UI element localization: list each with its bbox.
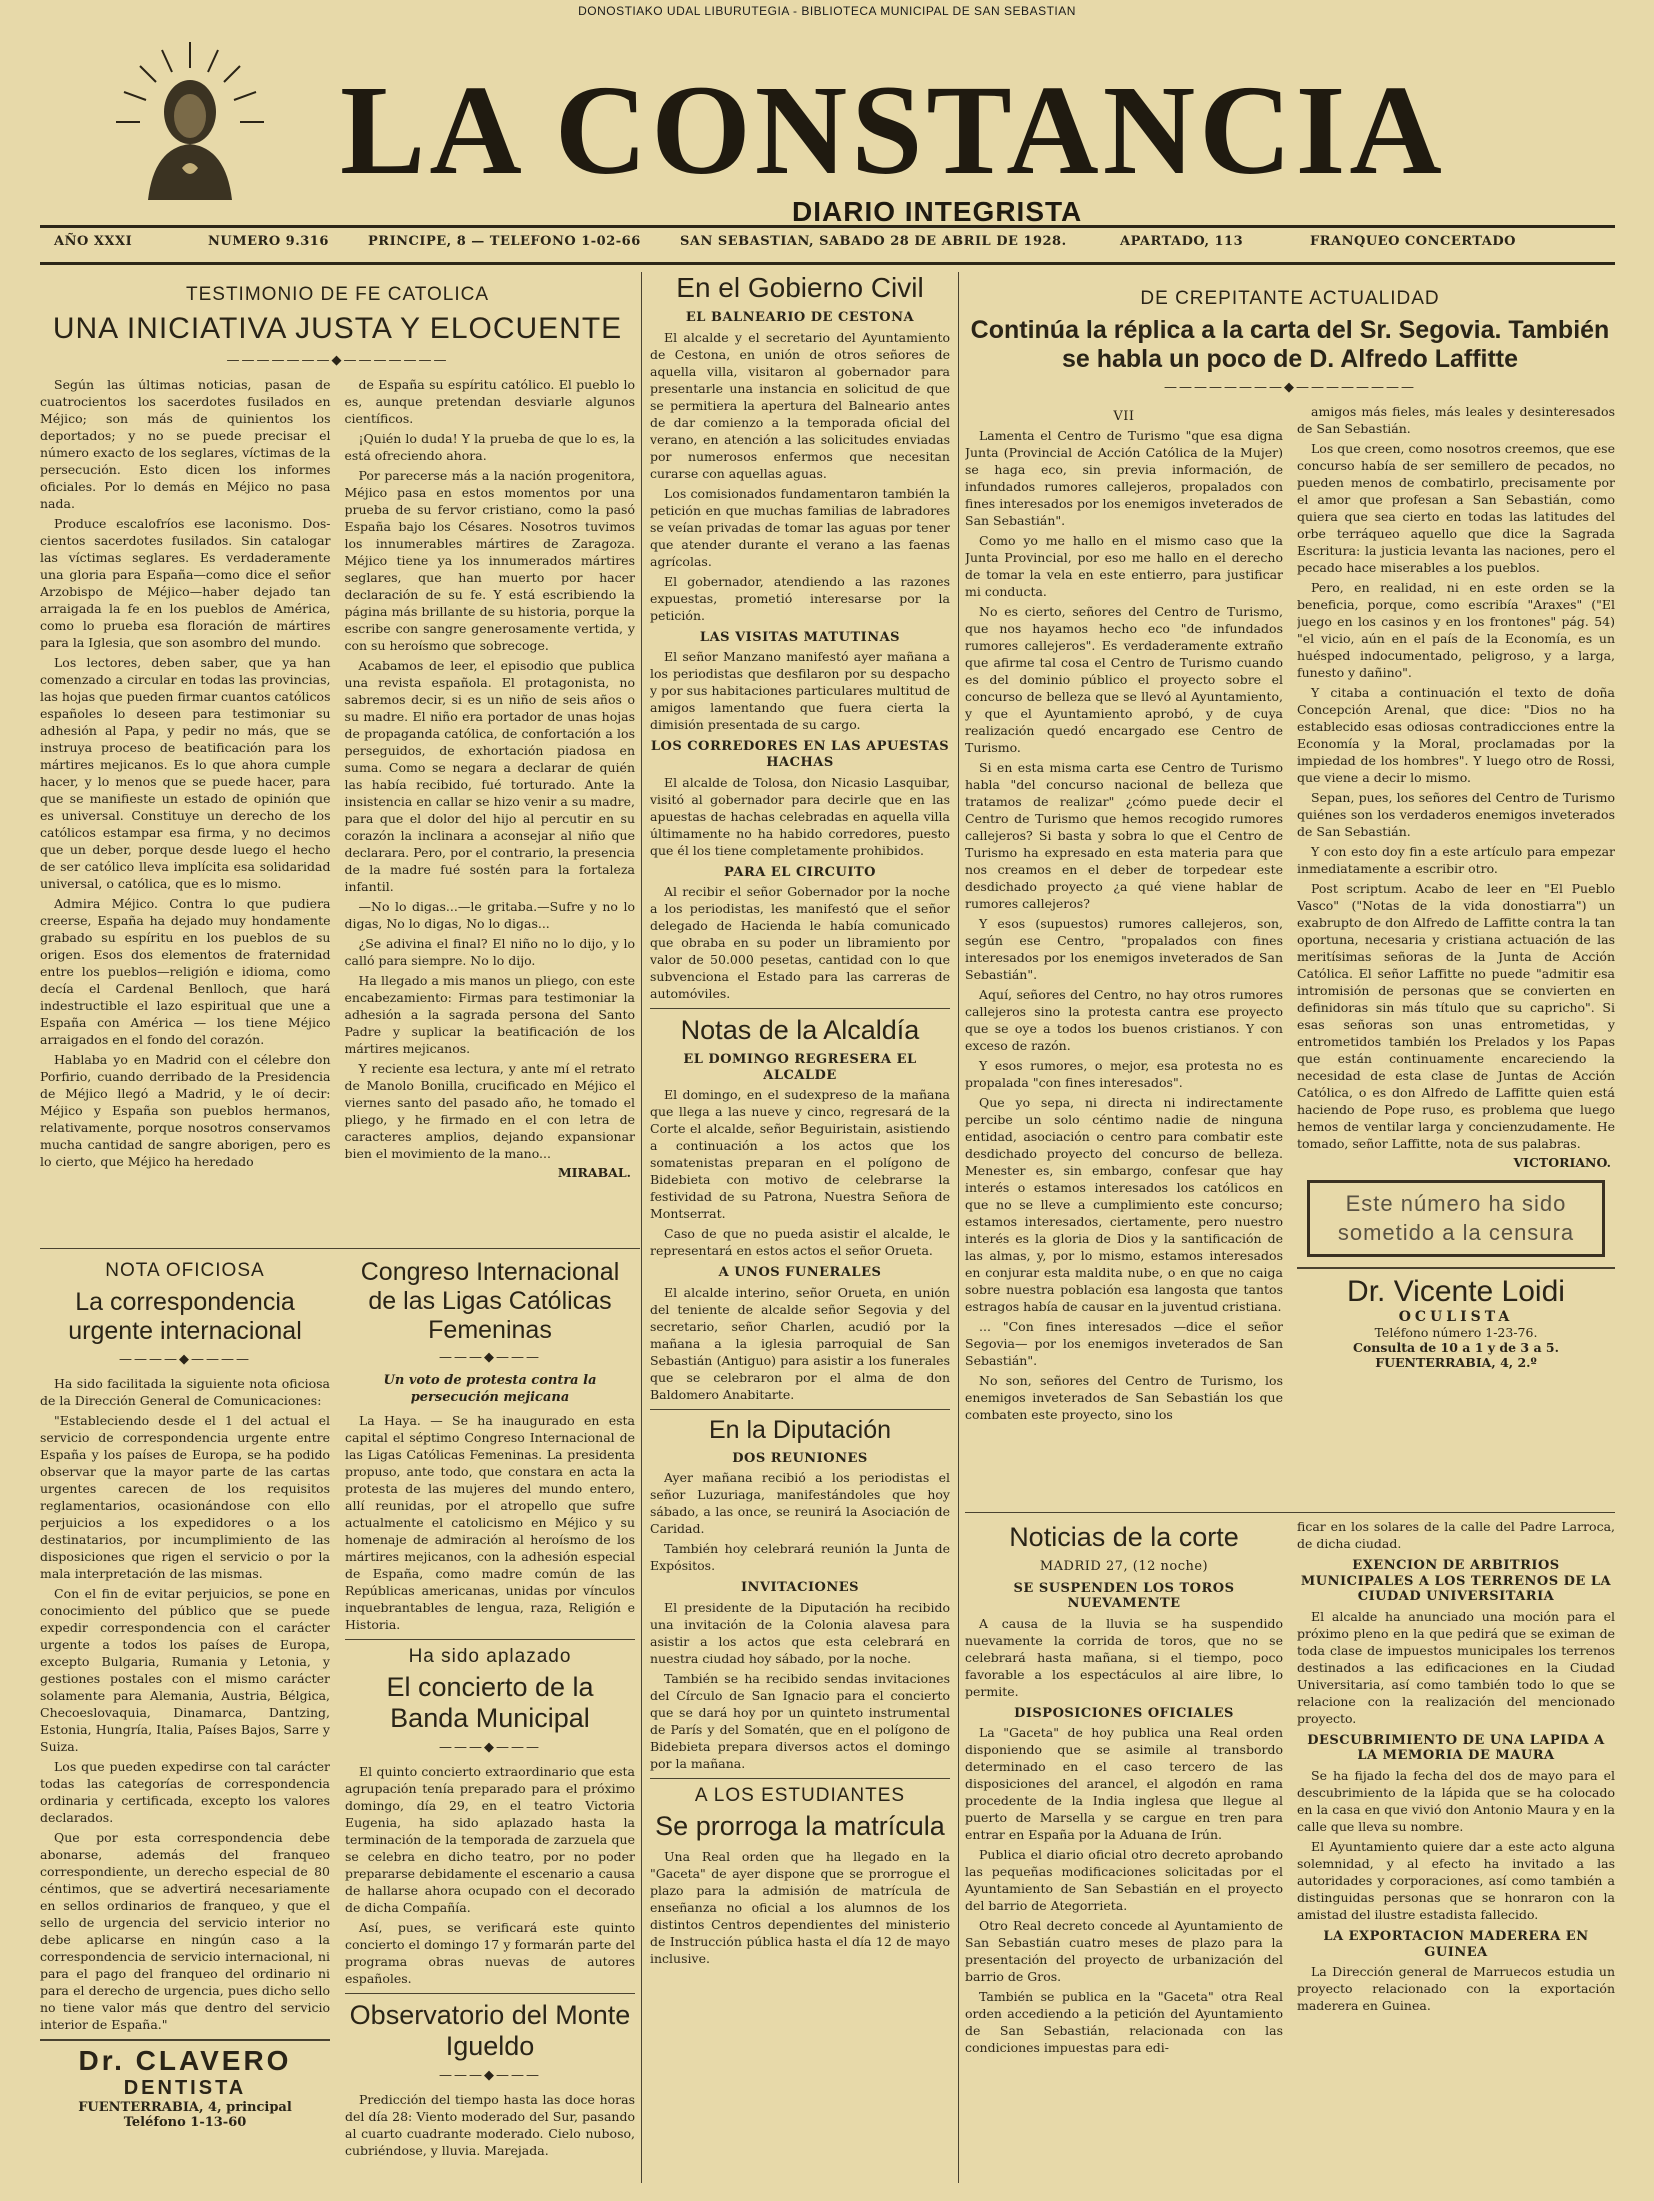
paragraph: El alcalde de Tolosa, don Nicasio Lasquibar, visitó al gobernador para decirle que en las apuestas de hachas celebradas en aquella villa últimamente no ha habido corredores, puesto que él los tiene completamente prohibidos. [650, 774, 950, 858]
paragraph: El señor Manzano manifestó ayer mañana a los periodistas que desfilaron por su despacho y por sus habitaciones particulares multitud de amigos lamentando que fuera cierta la dimisión presentada de su cargo. [650, 649, 950, 733]
section-rule [345, 1639, 635, 1640]
article-body-left [965, 427, 1283, 1423]
paragraph: ¡Quién lo duda! Y la prueba de que lo es, la está ofreciendo ahora. [344, 430, 635, 463]
ad-title: OCULISTA [1398, 1308, 1514, 1325]
ad-hours: Consulta de 10 a 1 y de 3 a 5. [1353, 1339, 1559, 1355]
paragraph: Aquí, señores del Centro, no hay otros rumores callejeros sino la protesta cantra ese proyecto que se oye a todos los buenos cristianos. Y con exceso de razón. [965, 987, 1283, 1054]
article-headline: UNA INICIATIVA JUSTA Y ELOCUENTE [52, 312, 623, 345]
estudiantes-body [650, 1848, 950, 1967]
paragraph: Con el fin de evitar perjuicios, se pone en conocimiento del público que se puede expedir correspondencia con el carácter urgente a todos los países de Europa, excepto Bulgaria, Rumania y Letonia, y gestiones postales con el mismo carácter solamente para Alemania, Austria, Bélgica, Checoeslovaquia, Dinamarca, Dantzing, Estonia, Hungría, Italia, Países Bajos, Sarre y Suiza. [40, 1585, 330, 1754]
paragraph: La Dirección general de Marruecos estudia un proyecto relacionado con la exportación maderera en Guinea. [1297, 1964, 1615, 2014]
section-subhead: SE SUSPENDEN LOS TOROS NUEVAMENTE [1013, 1580, 1235, 1612]
paragraph: Y reciente esa lectura, y ante mí el retrato de Manolo Bonilla, crucificado en Méjico el viernes santo del pasado año, he tomado el pliego, y he firmado en el con letra de caracteres amplios, dejando expansionar bien el movimiento de la mano... [344, 1060, 635, 1161]
paragraph: Como yo me hallo en el mismo caso que la Junta Provincial, por eso me hallo en el derecho de tomar la vela en este entierro, para justificar mi conducta. [965, 533, 1283, 600]
paragraph: El gobernador, atendiendo a las razones expuestas, prometió interesarse por la petición. [650, 573, 950, 623]
article-kicker: TESTIMONIO DE FE CATOLICA [186, 284, 489, 305]
paragraph: El Ayuntamiento quiere dar a este acto alguna solemnidad, y al efecto ha invitado a las autoridades y corporaciones, así como también a distinguidas personas que se honraron con la amistad del ilustre estadista fallecido. [1297, 1838, 1615, 1922]
article-body-left [965, 1581, 1283, 2057]
newspaper-title: LA CONSTANCIA [340, 59, 1446, 201]
paragraph: El alcalde y el secretario del Ayuntamiento de Cestona, en unión de otros señores de aquella villa, visitaron al gobernador para presentarle una instancia en solicitud de que se permitiera la apertura del Balneario antes de dar comienzo a la temporada oficial del verano, en atención a las solicitudes enviadas por numerosos enfermos que necesitan curarse con aquellas aguas. [650, 329, 950, 481]
column-rule [958, 272, 959, 2183]
paragraph: Al recibir el señor Gobernador por la noche a los periodistas, les manifestó que el señor delegado de Hacienda le había comunicado que obraba en su poder un libramiento por valor de 50.000 pesetas, cantidad con lo que subvenciona el Estado para las carreras de automóviles. [650, 884, 950, 1002]
concierto-body [345, 1763, 635, 1987]
paragraph: Y esos (supuestos) rumores callejeros, son, según ese Centro, "propalados con fines interesados por los enemigos inveterados de San Sebastián". [965, 916, 1283, 983]
article-body [40, 1375, 330, 2033]
section-rule [650, 1409, 950, 1410]
newspaper-subtitle: DIARIO INTEGRISTA [792, 196, 1083, 227]
section-subhead: EL BALNEARIO DE CESTONA [685, 310, 915, 326]
postage-note: FRANQUEO CONCERTADO [1310, 234, 1516, 249]
paragraph: El quinto concierto extraordinario que esta agrupación tenía preparado para el próximo domingo, día 29, en el teatro Victoria Eugenia, ha sido aplazado hasta la terminación de la temporada de zarzuela que se celebra en dicho teatro, por no poder prepararse debidamente el escenario a causa de hallarse ahora ocupado con el decorado de dicha Compañía. [345, 1763, 635, 1915]
paragraph: Los que creen, como nosotros creemos, que ese concurso había de ser semillero de pecados, no pueden menos de combatirlo, precisamente por el amor que profesan a San Sebastián, como quiera que sea cierto en todas las latitudes del orbe terráqueo aquello que dice la Sagrada Escritura: la justicia levanta las naciones, pero el pecado hace miserables a los pueblos. [1297, 440, 1615, 575]
section-subhead: EL DOMINGO REGRESERA EL ALCALDE [683, 1052, 917, 1083]
paragraph: Que por esta correspondencia debe abonarse, además del franqueo correspondiente, un derecho especial de 80 céntimos, que se advertirá necesariamente en sellos ordinarios de franqueo, y que el sello de urgencia del servicio interior no debe aplicarse en ningún caso a la correspondencia de servicio internacional, ni para el pago del franqueo del ordinario ni para el derecho de urgencia, pues dicho sello no tiene valor más que dentro del servicio interior de España." [40, 1829, 330, 2032]
gobierno-body [650, 310, 950, 1002]
paragraph: El presidente de la Diputación ha recibido una invitación de la Colonia alavesa para asistir a los actos que esta celebrará en nuestra ciudad hoy sábado, por la noche. [650, 1599, 950, 1666]
column-2-lower [345, 1256, 635, 2186]
observatorio-body [345, 2091, 635, 2159]
article-body-right [1297, 403, 1615, 1152]
paragraph: Los comisionados fundamentaron también la petición en que muchas familias de labradores se veían privadas de tomar las aguas por tener que atender durante el verano a las faenas agrícolas. [650, 485, 950, 569]
diputacion-body [650, 1451, 950, 1772]
issue-year: AÑO XXXI [54, 234, 133, 249]
paragraph: Los que pueden expedirse con tal carácter todas las categorías de correspondencia ordinaria y certificada, excepto los valores declarados. [40, 1758, 330, 1825]
paragraph: También hoy celebrará reunión la Junta de Expósitos. [650, 1541, 950, 1574]
section-subhead: DISPOSICIONES OFICIALES [1014, 1705, 1234, 1721]
ad-loidi [1297, 1267, 1615, 1370]
section-subhead: A UNOS FUNERALES [718, 1265, 882, 1281]
estudiantes-headline: Se prorroga la matrícula [655, 1810, 945, 1841]
sacred-heart-emblem-icon [110, 40, 270, 200]
paragraph: Se ha fijado la fecha del dos de mayo para el descubrimiento de la lápida que se ha colocado en la casa en que vivió don Antonio Maura y en la calle que lleva su nombre. [1297, 1767, 1615, 1834]
masthead [40, 30, 1620, 230]
ad-name: Dr. CLAVERO [78, 2044, 292, 2076]
po-box: APARTADO, 113 [1120, 234, 1244, 249]
paragraph: Y con esto doy fin a este artículo para empezar inmediatamente a escribir otro. [1297, 843, 1615, 876]
column-rule [641, 272, 642, 2183]
paragraph: El alcalde interino, señor Orueta, en unión del teniente de alcalde señor Segovia y del secretario, señor Charlen, acudió por la mañana a la iglesia parroquial de San Sebastián (Antiguo) para asistir a los funerales que se celebraron por el alma de don Baldomero Anabitarte. [650, 1284, 950, 1402]
issue-dateline: SAN SEBASTIAN, SABADO 28 DE ABRIL DE 1928. [680, 234, 1067, 249]
paragraph: Que yo sepa, ni directa ni indirectamente percibe un solo céntimo nadie de ninguna entidad, asociación o centro para combatir este desdichado proyecto del concurso de belleza. Menester es, sin embargo, confesar que hay interés o estamos interesados los católicos en que no se lleve a cumplimiento este concurso; estamos interesados, ciertamente, pero nuestro interés es la gloria de Dios y la santificación de las almas, y, por lo mismo, estamos interesados en conjurar esta maldita nube, o en que no caiga sobre nuestra población esa langosta que tantos estragos había de causar en la juventud cristiana. [965, 1095, 1283, 1315]
ad-title: DENTISTA [123, 2076, 247, 2099]
paragraph: ... "Con fines interesados —dice el señor Segovia— por los enemigos inveterados de San Sebastián". [965, 1319, 1283, 1369]
paragraph: También se ha recibido sendas invitaciones del Círculo de San Ignacio para el concierto que se dará hoy por un quinteto instrumental de París y del Somatén, que en el polígono de Bidebieta prepara diversos actos el domingo por la mañana. [650, 1670, 950, 1771]
paragraph: Una Real orden que ha llegado en la "Gaceta" de ayer dispone que se prorrogue el plazo para la admisión de matrícula de enseñanza no oficial a los alumnos de los distintos Centros dependientes del ministerio de Instrucción pública hasta el día 12 de mayo inclusive. [650, 1848, 950, 1966]
section-rule [650, 1778, 950, 1779]
article-numeral: VII [1113, 408, 1135, 424]
paragraph: Así, pues, se verificará este quinto concierto el domingo 17 y formarán parte del programa obras nuevas de autores españoles. [345, 1919, 635, 1986]
article-noticias-corte [965, 1518, 1615, 2186]
article-headline: Noticias de la corte [1009, 1522, 1239, 1552]
section-subhead: EXENCION DE ARBITRIOS MUNICIPALES A LOS TERRENOS DE LA CIUDAD UNIVERSITARIA [1300, 1558, 1612, 1605]
ornament-rule: ————◆———— [119, 1351, 251, 1367]
concierto-kicker: Ha sido aplazado [408, 1645, 572, 1667]
article-body-left [40, 376, 331, 1186]
section-rule [40, 1248, 640, 1249]
section-subhead: PARA EL CIRCUITO [724, 864, 876, 880]
alcaldia-headline: Notas de la Alcaldía [680, 1015, 920, 1046]
paragraph: Produce escalofríos ese laconismo. Dos-cientos sacerdotes fusilados. Sin catalogar las víctimas seglares. Es verdaderamente una gloria para España—como dice el señor Arzobispo de Méjico—haber dejado tan arraigada la fe en los pueblos de América, como lo prueba esa floración de mártires para la Iglesia, que son asombro del mundo. [40, 515, 331, 650]
section-subhead: INVITACIONES [740, 1580, 860, 1596]
diputacion-headline: En la Diputación [708, 1415, 892, 1444]
congreso-headline: Congreso Internacional de las Ligas Católicas Femeninas [360, 1258, 620, 1344]
alcaldia-body [650, 1052, 950, 1403]
section-subhead: DOS REUNIONES [732, 1450, 868, 1466]
congreso-subhead: Un voto de protesta contra la persecución mejicana [383, 1373, 597, 1405]
paragraph: Acabamos de leer, el episodio que publica una revista española. El protagonista, no sabremos decir, si es un niño de seis años o su madre. El niño era portador de unas hojas de propaganda católica, de confortación a los perseguidos, de exhortación piadosa en suma. Como se negara a declarar de quién las había recibido, fué torturado. Ante la insistencia en callar se hizo venir a su madre, para que el dolor del hijo al percutir en su corazón la inclinara a aconsejar al niño que declarara. Pero, por el contrario, la presencia de la madre fué sostén para la fortaleza infantil. [344, 657, 635, 894]
section-rule [345, 1993, 635, 1994]
issue-number: NUMERO 9.316 [208, 234, 329, 249]
paragraph: amigos más fieles, más leales y desinteresados de San Sebastián. [1297, 403, 1615, 436]
section-rule [965, 1512, 1615, 1513]
paragraph: Sepan, pues, los señores del Centro de Turismo quiénes son los verdaderos enemigos inveterados de San Sebastián. [1297, 789, 1615, 839]
archive-credit: DONOSTIAKO UDAL LIBURUTEGIA - BIBLIOTECA MUNICIPAL DE SAN SEBASTIAN [578, 4, 1076, 18]
congreso-body [345, 1412, 635, 1633]
paragraph: No es cierto, señores del Centro de Turismo, que nos hayamos hecho eco "de infundados rumores callejeros". Es verdaderamente extraño que afirme tal cosa el Centro de Turismo cuando es del dominio público el proyecto sobre el concurso de belleza que se llevó al Ayuntamiento, y que el Ayuntamiento aprobó, y de cuya realización quedó encargado ese Centro de Turismo. [965, 604, 1283, 756]
article-dateline: MADRID 27, (12 noche) [1039, 1559, 1209, 1575]
article-nota-oficiosa [40, 1256, 330, 2186]
paragraph: Y citaba a continuación el texto de doña Concepción Arenal, que dice: "Dios no ha establecido esas odiosas contradicciones entre la Economía y la Moral, proclamadas por la impiedad de los hombres". Y luego otro de Rossi, que viene a decir lo mismo. [1297, 684, 1615, 785]
section-subhead: LAS VISITAS MATUTINAS [699, 629, 901, 645]
ornament-rule: ———◆——— [439, 1350, 541, 1366]
paragraph: La "Gaceta" de hoy publica una Real orden disponiendo que se asimile al transbordo determinado en el caso tercero de las disposiciones del arancel, el algodón en rama procedente de la India inglesa que llegue al puerto de Marsella y se cargue en tren para entrar en España por la Aduana de Irún. [965, 1725, 1283, 1843]
ornament-rule: ———◆——— [439, 1739, 541, 1755]
paragraph: El alcalde ha anunciado una moción para el próximo pleno en la que pedirá que se eximan de toda clase de impuestos municipales los terrenos destinados a las edificaciones en la Ciudad Universitaria, así como también todo lo que se relacione con la realización del mencionado proyecto. [1297, 1608, 1615, 1726]
article-crepitante [965, 270, 1615, 1506]
censorship-notice: Este número ha sido sometido a la censura [1307, 1180, 1605, 1257]
paragraph: ¿Se adivina el final? El niño no lo dijo, y lo calló para siempre. No lo dijo. [344, 935, 635, 968]
ornament-rule: ———————◆——————— [226, 352, 449, 368]
article-kicker: NOTA OFICIOSA [105, 1260, 265, 1281]
article-body-right [345, 376, 636, 1162]
article-headline: Continúa la réplica a la carta del Sr. Segovia. También se habla un poco de D. Alfredo Laffitte [970, 316, 1610, 373]
concierto-headline: El concierto de la Banda Municipal [386, 1671, 594, 1733]
paragraph: No son, señores del Centro de Turismo, los enemigos inveterados de San Sebastián los que combaten este proyecto, sino los [965, 1373, 1283, 1423]
paragraph: Lamenta el Centro de Turismo "que esa digna Junta (Provincial de Acción Católica de la Mujer) se haga eco, sin previa información, de infundados rumores callejeros, propalados con fines interesados por los enemigos inveterados de San Sebastián". [965, 428, 1283, 529]
paragraph: Predicción del tiempo hasta las doce horas del día 28: Viento moderado del Sur, pasando al cuarto cuadrante moderado. Cielo nuboso, cubriéndose, y lluvia. Marejada. [345, 2091, 635, 2158]
paragraph: de España su espíritu católico. El pueblo lo es, aunque pretendan desviarle algunos científicos. [344, 376, 635, 426]
paragraph: Ayer mañana recibió a los periodistas el señor Luzuriaga, manifestándoles que hoy sábado, a las once, se reunirá la Asociación de Caridad. [650, 1470, 950, 1537]
ad-clavero [40, 2039, 330, 2130]
paragraph: Caso de que no pueda asistir el alcalde, le representará en estos actos el señor Orueta. [650, 1226, 950, 1259]
paragraph: El domingo, en el sudexpreso de la mañana que llega a las nueve y cinco, regresará de la Corte el alcalde, señor Beguiristain, asistiendo a continuación a los actos que los somatenistas preparan en el polígono de Bidebieta con motivo de celebrarse la festividad de su Patrona, Nuestra Señora de Montserrat. [650, 1087, 950, 1222]
office-address: PRINCIPE, 8 — TELEFONO 1-02-66 [368, 234, 641, 249]
paragraph: Ha sido facilitada la siguiente nota oficiosa de la Dirección General de Comunicaciones: [40, 1375, 330, 1408]
paragraph: Publica el diario oficial otro decreto aprobando las pequeñas modificaciones solicitadas por el Ayuntamiento de San Sebastián en el proyecto del barrio de Ategorrieta. [965, 1847, 1283, 1914]
ornament-rule: ———◆——— [439, 2067, 541, 2083]
paragraph: Admira Méjico. Contra lo que pudiera creerse, España ha dejado muy hondamente grabado su espíritu en los pueblos de su origen. Esos dos elementos de fraternidad entre los pueblos—religión e idioma, como decía el Cardenal Benlloch, que hará indestructible el lazo espiritual que une a España con América — los tiene Méjico arraigados en el fondo del corazón. [40, 895, 331, 1047]
paragraph: Los lectores, deben saber, que ya han comenzado a circular en todas las provincias, las hojas que pueden firmar cuantos católicos españoles lo deseen para testimoniar su adhesión al Papa, y pedir no más, que se instruya proceso de beatificación para los mártires mejicanos. Es lo que ahora cumple hacer, y lo menos que se puede hacer, para que se manifieste un estado de opinión que es universal. Constituye un derecho de los católicos estampar esa firma, y no decimos que un deber, porque desde luego el hecho de ser católico lleva implícita esa solidaridad universal, o católica, que es lo mismo. [40, 654, 331, 891]
ad-name: Dr. Vicente Loidi [1347, 1274, 1565, 1308]
paragraph: "Estableciendo desde el 1 del actual el servicio de correspondencia urgente entre España y los países de Europa, se ha podido observar que la mayor parte de las cartas urgentes carecen de los requisitos reglamentarios, ocasionándose con ello perjuicios a los expedidores o a los destinatarios, por incumplimiento de las disposiciones que rigen el servicio o por la mala interpretación de las mismas. [40, 1412, 330, 1581]
article-kicker: DE CREPITANTE ACTUALIDAD [1140, 288, 1440, 309]
article-headline: La correspondencia urgente internacional [68, 1288, 302, 1345]
column-3 [650, 270, 950, 2186]
ornament-rule: ————————◆———————— [1164, 379, 1416, 395]
paragraph: Pero, en realidad, ni en este orden se la beneficia, porque, como escribía "Araxes" ("El juego en los casinos y en los frontones" pág. 54) "el vicio, aún en el país de la Economía, es un huésped indocumentado, peligroso, y a larga, funesto y dañino". [1297, 579, 1615, 680]
paragraph: A causa de la lluvia se ha suspendido nuevamente la corrida de toros, que no se celebrará hasta mañana, si el tiempo, poco favorable a los espectáculos al aire libre, lo permite. [965, 1615, 1283, 1699]
section-subhead: LA EXPORTACION MADERERA EN GUINEA [1323, 1928, 1589, 1960]
article-signature: MIRABAL. [557, 1164, 631, 1180]
paragraph: Por parecerse más a la nación progenitora, Méjico pasa en estos momentos por una prueba de su fervor cristiano, como la pasó España bajo los Césares. Nosotros tuvimos los innumerables mártires de Zaragoza. Méjico tiene ya los innumerados mártires seglares, que han muerto por hacer declaración de su fe. Y está escribiendo la página más brillante de su historia, porque la escribe con sangre generosamente vertida, y con su heroísmo que sobrecoge. [344, 467, 635, 653]
paragraph: Si en esta misma carta ese Centro de Turismo habla "del concurso nacional de belleza que tratamos de realizar" ¿cómo puede decir el Centro de Turismo que hemos recogido rumores callejeros? Si basta y sobra lo que el Centro de Turismo ha expresado en esta materia para que nos creamos en el deber de torpedear este desdichado proyecto ¿a qué viene hablar de rumores callejeros? [965, 760, 1283, 912]
ad-address: FUENTERRABIA, 4, 2.º [1375, 1354, 1537, 1370]
paragraph: Post scriptum. Acabo de leer en "El Pueblo Vasco" ("Notas de la vida donostiarra") un exabrupto de don Alfredo de Laffitte contra la tan oportuna, necesaria y cristiana actuación de las meritísimas señoras de la Junta de Acción Católica. El señor Laffitte no puede "admitir esa intromisión de personas que se convierten en definidoras sin más título que su capricho". Si esas señoras son unas entrometidas, y entrometidos también los Prelados y los Papas que están continuamente encareciendo la necesidad de esta clase de Juntas de Acción Católica, o es don Alfredo de Laffitte quien está haciendo de Pope ruso, es problema que luego hemos de ventilar larga y concienzudamente. He tomado, señor Laffitte, nota de sus palabras. [1297, 880, 1615, 1151]
observatorio-headline: Observatorio del Monte Igueldo [349, 1999, 631, 2061]
section-subhead: LOS CORREDORES EN LAS APUESTAS HACHAS [650, 739, 950, 770]
article-body-right [1297, 1558, 1615, 2014]
estudiantes-kicker: A LOS ESTUDIANTES [694, 1784, 906, 1806]
section-rule [650, 1008, 950, 1009]
section-subhead: DESCUBRIMIENTO DE UNA LAPIDA A LA MEMORIA DE MAURA [1307, 1732, 1605, 1764]
paragraph: —No lo digas...—le gritaba.—Sufre y no lo digas, No lo digas, No lo digas... [344, 898, 635, 931]
paragraph: Otro Real decreto concede al Ayuntamiento de San Sebastián cuatro meses de plazo para la presentación del proyecto de urbanización del barrio de Gros. [965, 1918, 1283, 1985]
paragraph: Hablaba yo en Madrid con el célebre don Porfirio, cuando derribado de la Presidencia de Méjico llegó a Madrid, y le oí decir: Méjico y España son pueblos hermanos, relativamente, porque nosotros conservamos mucha cantidad de sangre aborigen, pero es lo cierto, que Méjico ha heredado [40, 1051, 331, 1169]
ad-phone: Teléfono número 1-23-76. [1374, 1324, 1538, 1340]
paragraph: Según las últimas noticias, pasan de cuatrocientos los sacerdotes fusilados en Méjico; son más de quinientos los deportados; y no se puede precisar el número exacto de los seglares, víctimas de la persecución. Esto dicen los informes oficiales. Por lo demás en Méjico no pasa nada. [40, 376, 331, 511]
issue-info-bar [40, 225, 1615, 265]
paragraph: Ha llegado a mis manos un pliego, con este encabezamiento: Firmas para testimoniar la adhesión a la sagrada persona del Santo Padre y suplicar la beatificación de los mártires mejicanos. [344, 972, 635, 1056]
paragraph: ficar en los solares de la calle del Padre Larroca, de dicha ciudad. [1297, 1519, 1615, 1551]
article-signature: VICTORIANO. [1513, 1154, 1611, 1170]
gobierno-headline: En el Gobierno Civil [676, 272, 924, 303]
ad-address: FUENTERRABIA, 4, principal [78, 2099, 292, 2115]
paragraph: También se publica en la "Gaceta" otra Real orden accediendo a la petición del Ayuntamiento de San Sebastián, relacionada con las condiciones impuestas para edi- [965, 1989, 1283, 2056]
article-testimonio [40, 270, 635, 1240]
paragraph: Y esos rumores, o mejor, esa protesta no es propalada "con fines interesados". [965, 1058, 1283, 1091]
paragraph: La Haya. — Se ha inaugurado en esta capital el séptimo Congreso Internacional de las Ligas Católicas Femeninas. La presidenta propuso, ante todo, que constara en acta la protesta de las mujeres del mundo entero, allí reunidas, por el atropello que sufre actualmente el catolicismo en Méjico y su homenaje de admiración al heroísmo de los mártires mejicanos, con la adhesión especial de España, como madre común de las Repúblicas americanas, unidas por vínculos inquebrantables de lengua, raza, Religión e Historia. [345, 1412, 635, 1632]
ad-phone: Teléfono 1-13-60 [123, 2114, 247, 2130]
